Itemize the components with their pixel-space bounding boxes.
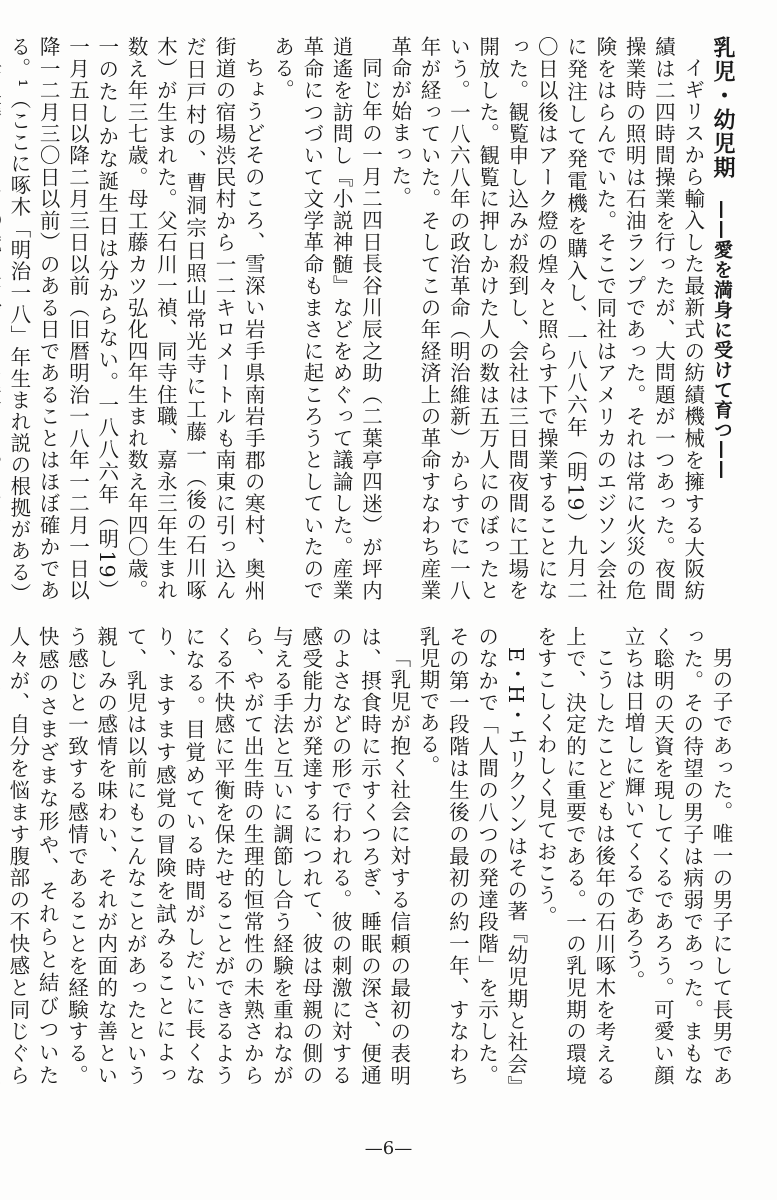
section-subtitle: ——愛を満身に受けて育つ—— xyxy=(711,199,733,480)
paragraph: こうしたことどもは後年の石川啄木を考える上で、決定的に重要である。一の乳児期の環境をすこしくわしく見ておこう。 xyxy=(533,626,616,1086)
paragraph: E・H・エリクソンはその著『幼児期と社会』のなかで「人間の八つの発達段階」を示した。その第一段階は生後の最初の約一年、すなわち乳児期である。 xyxy=(416,626,528,1086)
paragraph xyxy=(0,36,4,601)
upper-text-block xyxy=(6,36,737,605)
section-heading xyxy=(707,36,737,601)
section-title: 乳児・幼児期 xyxy=(710,36,735,180)
lower-text-block xyxy=(5,626,735,1086)
paragraph: 男の子であった。唯一の男子にして長男であった。その待望の男子は病弱であった。まもなく聡明の天資を現してくるであろう。可愛い顔立ちは日増しに輝いてくるであろう。 xyxy=(621,626,733,1086)
paragraph: イギリスから輸入した最新式の紡績機械を擁する大阪紡績は二四時間操業を行ったが、大問題が一つあった。夜間操業時の照明は石油ランプであった。それは常に火災の危険をはらんでいた。そこで同社はアメリカのエジソン会社に発注して発電機を購入し、一八八六年（明19）九月二〇日以後はアーク燈の煌々と照らす下で操業することになった。観覧申し込みが殺到し、会社は三日間夜間に工場を開放した。観覧に押しかけた人の数は五万人にのぼったという。一八六八年の政治革命（明治維新）からすでに一八年が経っていた。そしてこの年経済上の革命すなわち産業革命が始まった。 xyxy=(387,36,705,601)
quotation-paragraph: 「乳児が抱く社会に対する信頼の最初の表明は、摂食時に示すくつろぎ、睡眠の深さ、便通のよさなどの形で行われる。彼の刺激に対する感受能力が発達するにつれて、彼は母親の側の与える手法と互いに調節し合う経験を重ねながら、やがて出生時の生理的恒常性の未熟さからくる不快感に平衡を保たせることができるようになる。目覚めている時間がしだいに長くなり、ますます感覚の冒険を試みることによって、乳児は以前にもこんなことがあったという親しみの感情を味わい、それが内面的な善という感じと一致する感情であることを経験する。快感のさまざまな形や、それらと結びついた人々が、自分を悩ます腹部の不快感と同じぐら xyxy=(5,626,411,1086)
page-number: —6— xyxy=(364,1138,413,1159)
paragraph: ちょうどそのころ、雪深い岩手県南岩手郡の寒村、奥州街道の宿場渋民村から一二キロメートルも南東に引っ込んだ日戸村の、曹洞宗日照山常光寺に工藤一（後の石川啄木）が生まれた。父石川一禎、同寺住職、嘉永三年生まれ数え年三七歳。母工藤カツ弘化四年生まれ数え年四〇歳。一のたしかな誕生日は分からない。一八八六年（明19）一月五日以降二月三日以前（旧暦明治一八年一二月一日以降一二月三〇日以前）のある日であることはほぼ確かである。¹（ここに啄木「明治一八」年生まれ説の根拠がある） xyxy=(6,36,266,605)
paragraph: 同じ年の一月二四日長谷川辰之助（二葉亭四迷）が坪内逍遙を訪問し『小説神髄』などをめぐって議論した。産業革命につづいて文学革命もまさに起ころうとしていたのである。 xyxy=(270,36,383,601)
